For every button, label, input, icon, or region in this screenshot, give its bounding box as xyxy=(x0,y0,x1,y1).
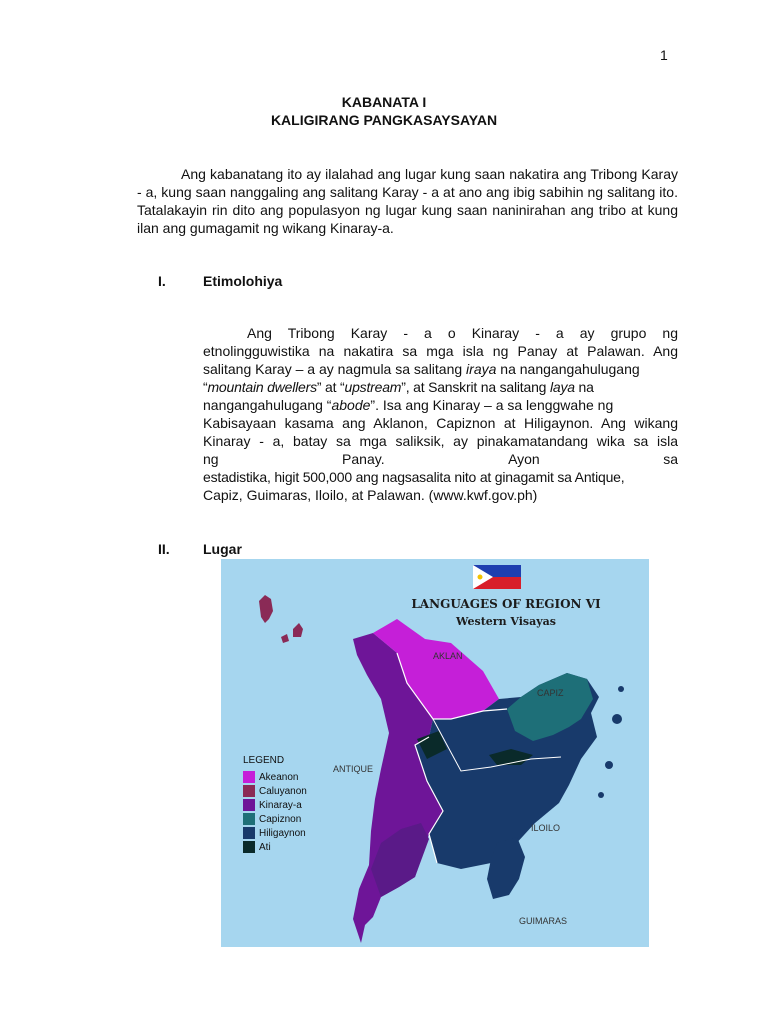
italic-term: abode xyxy=(331,397,371,413)
etymology-paragraph xyxy=(203,324,678,504)
map-legend xyxy=(243,755,307,854)
section-number-1: I. xyxy=(158,273,166,289)
philippine-flag-icon xyxy=(473,565,521,589)
italic-term: upstream xyxy=(344,379,402,395)
legend-item: Ati xyxy=(243,840,307,854)
chapter-number: KABANATA I xyxy=(341,94,427,110)
region-map xyxy=(221,559,649,947)
legend-item: Akeanon xyxy=(243,770,307,784)
section-title-lugar: Lugar xyxy=(203,541,242,557)
etymology-line: salitang Karay – a ay nagmula sa salitang iraya na nangangahulugang xyxy=(203,361,640,377)
map-title: LANGUAGES OF REGION VI xyxy=(411,597,601,611)
map-label-guimaras: GUIMARAS xyxy=(519,916,568,926)
italic-term: mountain dwellers xyxy=(207,379,317,395)
intro-paragraph: Ang kabanatang ito ay ilalahad ang lugar kung saan nakatira ang Tribong Karay - a, kung saan nanggaling ang salitang Karay - a at ano ang ibig sabihin ng salitang ito. Tatalakayin rin dito ang populasyon ng lugar kung saan naninirahan ang tribo at kung ilan ang gumagamit ng wikang Kinaray-a. xyxy=(137,166,678,236)
legend-swatch xyxy=(243,813,255,825)
page-number: 1 xyxy=(660,47,668,63)
italic-term: laya xyxy=(549,379,575,395)
etymology-line: Kabisayaan kasama ang Aklanon, Capiznon at Hiligaynon. Ang wikang xyxy=(203,415,678,431)
legend-item: Caluyanon xyxy=(243,784,307,798)
legend-swatch xyxy=(243,785,255,797)
etymology-line: “mountain dwellers” at “upstream”, at Sanskrit na salitang laya na xyxy=(203,379,594,395)
map-label-antique: ANTIQUE xyxy=(333,764,374,774)
legend-swatch xyxy=(243,827,255,839)
legend-swatch xyxy=(243,771,255,783)
chapter-title: KALIGIRANG PANGKASAYSAYAN xyxy=(270,112,498,128)
etymology-line: etnolingguwistika na nakatira sa mga isla ng Panay at Palawan. Ang xyxy=(203,343,678,359)
map-label-capiz: CAPIZ xyxy=(537,688,564,698)
legend-item: Kinaray-a xyxy=(243,798,307,812)
etymology-line: nangangahulugang “abode”. Isa ang Kinaray – a sa lenggwahe ng xyxy=(203,397,614,413)
legend-item: Capiznon xyxy=(243,812,307,826)
etymology-line: Ang Tribong Karay - a o Kinaray - a ay grupo ng xyxy=(247,325,678,341)
etymology-line: Kinaray - a, batay sa mga saliksik, ay pinakamatandang wika sa isla xyxy=(203,433,678,449)
legend-title: LEGEND xyxy=(243,755,285,766)
etymology-line: estadistika, higit 500,000 ang nagsasalita nito at ginagamit sa Antique, xyxy=(203,469,625,485)
map-subtitle: Western Visayas xyxy=(456,615,556,628)
legend-swatch xyxy=(243,799,255,811)
legend-swatch xyxy=(243,841,255,853)
section-number-2: II. xyxy=(158,541,170,557)
italic-term: iraya xyxy=(466,361,497,377)
etymology-line: Capiz, Guimaras, Iloilo, at Palawan. (www.kwf.gov.ph) xyxy=(203,487,538,503)
map-label-iloilo: ILOILO xyxy=(531,823,561,833)
map-label-aklan: AKLAN xyxy=(433,651,463,661)
section-title-etimolohiya: Etimolohiya xyxy=(203,273,283,289)
legend-item: Hiligaynon xyxy=(243,826,307,840)
etymology-line: ng Panay. Ayon sa xyxy=(203,451,678,467)
